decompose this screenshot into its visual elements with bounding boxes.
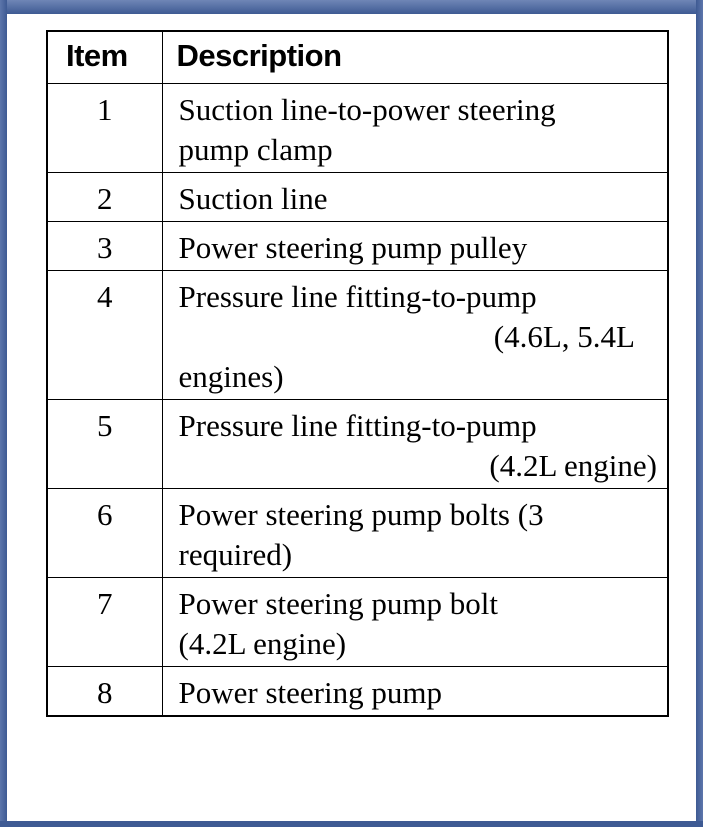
item-description	[162, 666, 668, 716]
description-line: Suction line	[178, 180, 328, 216]
item-number: 8	[47, 666, 162, 716]
window-bottom-border	[0, 821, 703, 827]
description-column-header: Description	[162, 31, 668, 83]
table-row	[47, 172, 668, 221]
window-right-border	[696, 0, 703, 827]
table-row	[47, 83, 668, 172]
header-row	[47, 31, 668, 83]
description-line: (4.2L engine)	[178, 625, 347, 661]
table-row	[47, 399, 668, 488]
description-line: (4.2L engine)	[489, 447, 657, 483]
description-line: (4.6L, 5.4L	[493, 318, 635, 354]
window-top-border	[0, 0, 703, 14]
item-number: 7	[47, 577, 162, 666]
description-line: required)	[178, 536, 293, 572]
item-number: 6	[47, 488, 162, 577]
description-line: Suction line-to-power steering	[178, 91, 556, 127]
item-number: 1	[47, 83, 162, 172]
description-line: Pressure line fitting-to-pump	[178, 278, 537, 314]
parts-table	[46, 30, 669, 717]
table-row	[47, 577, 668, 666]
item-description	[162, 577, 668, 666]
description-line: Power steering pump bolt	[178, 585, 498, 621]
description-line: Pressure line fitting-to-pump	[178, 407, 537, 443]
item-description	[162, 172, 668, 221]
item-description	[162, 83, 668, 172]
item-number: 5	[47, 399, 162, 488]
item-description	[162, 270, 668, 399]
description-line: Power steering pump	[178, 674, 442, 710]
table-row	[47, 666, 668, 716]
window-left-border	[0, 0, 7, 827]
item-description	[162, 488, 668, 577]
item-number: 2	[47, 172, 162, 221]
description-line: engines)	[178, 358, 284, 394]
item-description	[162, 221, 668, 270]
table-row	[47, 221, 668, 270]
description-line: pump clamp	[178, 131, 333, 167]
description-line: Power steering pump bolts (3	[178, 496, 544, 532]
table-row	[47, 488, 668, 577]
description-line: Power steering pump pulley	[178, 229, 528, 265]
table-row	[47, 270, 668, 399]
item-number: 4	[47, 270, 162, 399]
item-description	[162, 399, 668, 488]
item-column-header: Item	[47, 31, 162, 83]
item-number: 3	[47, 221, 162, 270]
